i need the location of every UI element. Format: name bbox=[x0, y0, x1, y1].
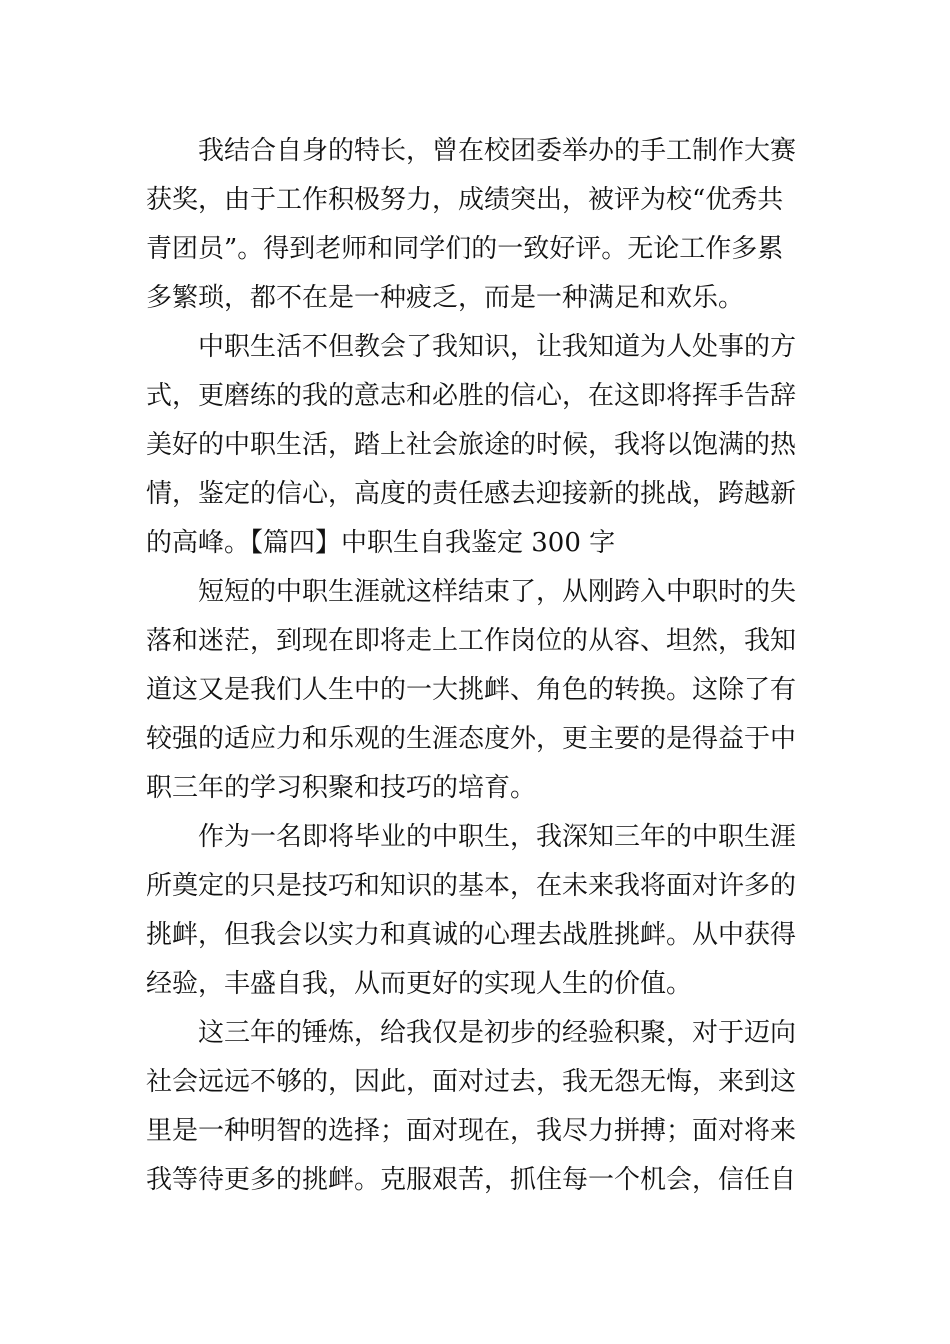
text-line: 社会远远不够的，因此，面对过去，我无怨无悔，来到这 bbox=[146, 1067, 797, 1097]
text-line: 情，鉴定的信心，高度的责任感去迎接新的挑战，跨越新 bbox=[146, 479, 797, 509]
text-line: 我结合自身的特长，曾在校团委举办的手工制作大赛 bbox=[198, 136, 797, 166]
text-line: 多繁琐，都不在是一种疲乏，而是一种满足和欢乐。 bbox=[146, 283, 745, 313]
text-line: 经验，丰盛自我，从而更好的实现人生的价值。 bbox=[146, 969, 693, 999]
text-line: 落和迷茫，到现在即将走上工作岗位的从容、坦然，我知 bbox=[146, 626, 797, 656]
text-line: 式，更磨练的我的意志和必胜的信心，在这即将挥手告辞 bbox=[146, 381, 797, 411]
paragraph-2 bbox=[146, 323, 806, 568]
text-line: 中职生活不但教会了我知识，让我知道为人处事的方 bbox=[198, 332, 797, 362]
paragraph-3 bbox=[146, 568, 806, 813]
text-line: 获奖，由于工作积极努力，成绩突出，被评为校“优秀共 bbox=[146, 185, 784, 215]
text-line: 青团员”。得到老师和同学们的一致好评。无论工作多累 bbox=[146, 234, 784, 264]
paragraph-5 bbox=[146, 1009, 806, 1205]
text-line: 作为一名即将毕业的中职生，我深知三年的中职生涯 bbox=[198, 822, 797, 852]
text-line: 道这又是我们人生中的一大挑衅、角色的转换。这除了有 bbox=[146, 675, 797, 705]
text-line: 我等待更多的挑衅。克服艰苦，抓住每一个机会，信任自 bbox=[146, 1165, 797, 1195]
text-line: 职三年的学习积聚和技巧的培育。 bbox=[146, 773, 537, 803]
paragraph-1 bbox=[146, 127, 806, 323]
paragraph-4 bbox=[146, 813, 806, 1009]
text-line: 里是一种明智的选择；面对现在，我尽力拼搏；面对将来 bbox=[146, 1116, 797, 1146]
text-line: 较强的适应力和乐观的生涯态度外，更主要的是得益于中 bbox=[146, 724, 797, 754]
document-page bbox=[146, 127, 806, 1205]
text-line: 所奠定的只是技巧和知识的基本，在未来我将面对许多的 bbox=[146, 871, 797, 901]
text-line: 的高峰。【篇四】中职生自我鉴定 300 字 bbox=[146, 528, 616, 558]
text-line: 这三年的锤炼，给我仅是初步的经验积聚，对于迈向 bbox=[198, 1018, 797, 1048]
text-line: 挑衅，但我会以实力和真诚的心理去战胜挑衅。从中获得 bbox=[146, 920, 797, 950]
text-line: 美好的中职生活，踏上社会旅途的时候，我将以饱满的热 bbox=[146, 430, 797, 460]
text-line: 短短的中职生涯就这样结束了，从刚跨入中职时的失 bbox=[198, 577, 797, 607]
